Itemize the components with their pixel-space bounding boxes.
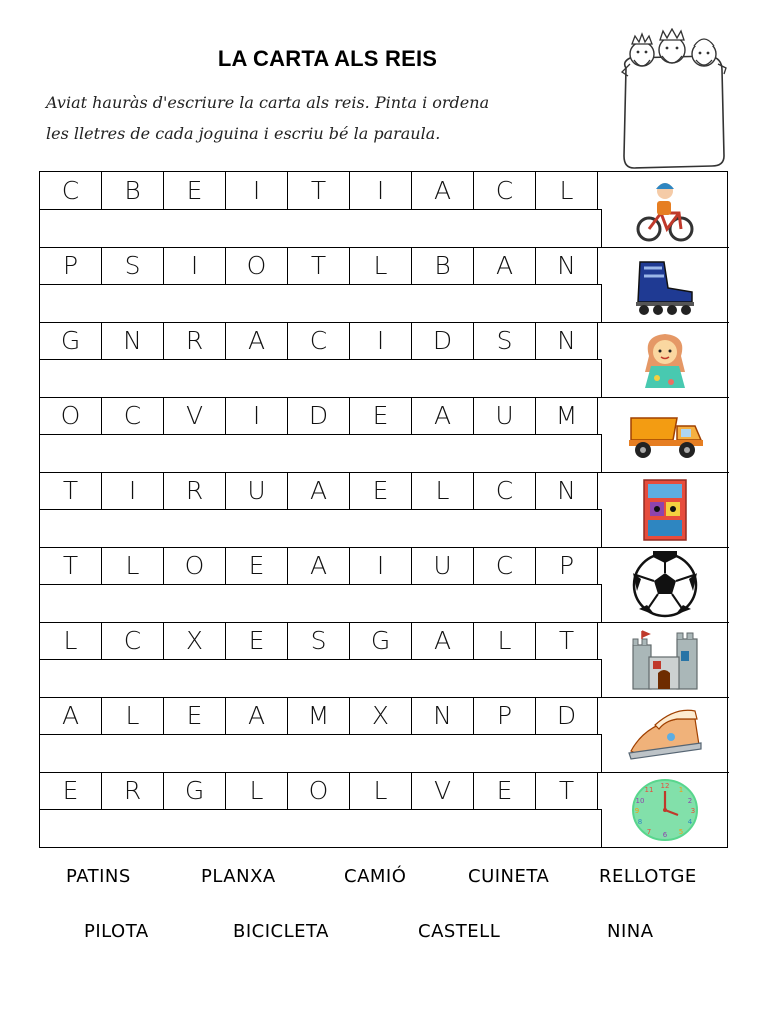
letter-cell[interactable]: N	[536, 247, 598, 284]
letter-cell[interactable]: A	[412, 397, 474, 434]
letter-cell[interactable]: S	[102, 247, 164, 284]
letter-cell[interactable]: A	[474, 247, 536, 284]
letter-cell[interactable]: E	[226, 622, 288, 659]
letter-cell[interactable]: I	[164, 247, 226, 284]
letter-cell[interactable]: G	[164, 772, 226, 809]
letter-cell[interactable]: L	[102, 547, 164, 584]
letter-cell[interactable]: C	[288, 322, 350, 359]
letter-cell[interactable]: I	[226, 397, 288, 434]
svg-text:12: 12	[660, 781, 670, 790]
letter-cell[interactable]: C	[474, 547, 536, 584]
letter-cell[interactable]: U	[474, 397, 536, 434]
grid-row	[40, 472, 728, 547]
letter-cell[interactable]: M	[536, 397, 598, 434]
word-bank-item: BICICLETA	[233, 921, 329, 942]
letter-cells	[40, 772, 598, 809]
letter-cell[interactable]: R	[102, 772, 164, 809]
grid-row	[40, 697, 728, 772]
letter-cells	[40, 472, 598, 509]
letter-cell[interactable]: T	[288, 247, 350, 284]
letter-cell[interactable]: X	[164, 622, 226, 659]
letter-cell[interactable]: V	[412, 772, 474, 809]
answer-box[interactable]	[40, 585, 602, 622]
letter-cell[interactable]: A	[288, 472, 350, 509]
letter-grid	[39, 171, 728, 848]
clock-icon	[602, 772, 728, 847]
letter-cell[interactable]: B	[412, 247, 474, 284]
letter-cell[interactable]: C	[474, 172, 536, 209]
word-bank-item: CUINETA	[468, 866, 550, 887]
answer-box[interactable]	[40, 285, 602, 322]
answer-box[interactable]	[40, 660, 602, 697]
bicycle-icon	[602, 172, 728, 247]
letter-cell[interactable]: E	[350, 397, 412, 434]
letter-cell[interactable]: L	[40, 622, 102, 659]
svg-text:4: 4	[687, 817, 693, 826]
letter-cell[interactable]: A	[40, 697, 102, 734]
answer-box[interactable]	[40, 510, 602, 547]
skates-icon	[602, 247, 728, 322]
letter-cell[interactable]: L	[474, 622, 536, 659]
letter-cell[interactable]: I	[226, 172, 288, 209]
letter-cell[interactable]: U	[226, 472, 288, 509]
svg-text:6: 6	[662, 830, 668, 839]
letter-cell[interactable]: R	[164, 472, 226, 509]
word-bank-item: CASTELL	[418, 921, 501, 942]
letter-cell[interactable]: L	[102, 697, 164, 734]
letter-cell[interactable]: L	[536, 172, 598, 209]
letter-cells	[40, 622, 598, 659]
letter-cell[interactable]: N	[536, 322, 598, 359]
instruction-line-2: les lletres de cada joguina i escriu bé la paraula.	[46, 124, 441, 143]
grid-row	[40, 547, 728, 622]
svg-text:2: 2	[687, 796, 693, 805]
answer-box[interactable]	[40, 810, 602, 847]
letter-cell[interactable]: O	[226, 247, 288, 284]
instruction-line-1: Aviat hauràs d'escriure la carta als reis. Pinta i ordena	[46, 93, 490, 112]
letter-cell[interactable]: A	[412, 172, 474, 209]
word-bank-item: RELLOTGE	[599, 866, 697, 887]
letter-cell[interactable]: A	[226, 697, 288, 734]
letter-cell[interactable]: D	[412, 322, 474, 359]
letter-cell[interactable]: N	[536, 472, 598, 509]
letter-cell[interactable]: T	[536, 622, 598, 659]
castle-icon	[602, 622, 728, 697]
letter-cell[interactable]: I	[350, 172, 412, 209]
svg-text:5: 5	[678, 827, 684, 836]
letter-cell[interactable]: E	[164, 697, 226, 734]
letter-cell[interactable]: T	[536, 772, 598, 809]
letter-cell[interactable]: C	[102, 397, 164, 434]
answer-box[interactable]	[40, 435, 602, 472]
svg-text:8: 8	[637, 817, 643, 826]
letter-cells	[40, 322, 598, 359]
letter-cell[interactable]: C	[102, 622, 164, 659]
svg-text:9: 9	[634, 806, 640, 815]
grid-row	[40, 772, 728, 847]
letter-cells	[40, 247, 598, 284]
letter-cell[interactable]: L	[226, 772, 288, 809]
letter-cell[interactable]: U	[412, 547, 474, 584]
letter-cell[interactable]: T	[40, 547, 102, 584]
letter-cell[interactable]: B	[102, 172, 164, 209]
letter-cells	[40, 697, 598, 734]
letter-cell[interactable]: G	[350, 622, 412, 659]
doll-icon	[602, 322, 728, 397]
svg-text:7: 7	[646, 827, 652, 836]
word-bank-item: NINA	[607, 921, 654, 942]
ball-icon	[602, 547, 728, 622]
letter-cell[interactable]: G	[40, 322, 102, 359]
letter-cell[interactable]: R	[164, 322, 226, 359]
letter-cell[interactable]: A	[226, 322, 288, 359]
answer-box[interactable]	[40, 360, 602, 397]
answer-box[interactable]	[40, 210, 602, 247]
letter-cell[interactable]: I	[350, 322, 412, 359]
svg-text:10: 10	[635, 796, 645, 805]
letter-cell[interactable]: C	[40, 172, 102, 209]
letter-cell[interactable]: P	[536, 547, 598, 584]
letter-cell[interactable]: E	[350, 472, 412, 509]
letter-cell[interactable]: E	[40, 772, 102, 809]
letter-cell[interactable]: O	[288, 772, 350, 809]
letter-cell[interactable]: N	[412, 697, 474, 734]
letter-cell[interactable]: E	[226, 547, 288, 584]
grid-row	[40, 322, 728, 397]
letter-cell[interactable]: M	[288, 697, 350, 734]
letter-cell[interactable]: D	[288, 397, 350, 434]
letter-cells	[40, 172, 598, 209]
word-bank-item: PLANXA	[201, 866, 276, 887]
letter-cell[interactable]: X	[350, 697, 412, 734]
svg-text:11: 11	[644, 785, 654, 794]
letter-cell[interactable]: I	[350, 547, 412, 584]
letter-cell[interactable]: A	[412, 622, 474, 659]
letter-cell[interactable]: L	[350, 247, 412, 284]
letter-cell[interactable]: E	[164, 172, 226, 209]
iron-icon	[602, 697, 728, 772]
svg-text:1: 1	[678, 785, 684, 794]
letter-cell[interactable]: T	[40, 472, 102, 509]
letter-cell[interactable]: L	[350, 772, 412, 809]
grid-row	[40, 397, 728, 472]
letter-cell[interactable]: D	[536, 697, 598, 734]
letter-cell[interactable]: I	[102, 472, 164, 509]
word-bank-item: PATINS	[66, 866, 131, 887]
letter-cell[interactable]: O	[164, 547, 226, 584]
letter-cell[interactable]: N	[102, 322, 164, 359]
letter-cell[interactable]: O	[40, 397, 102, 434]
truck-icon	[602, 397, 728, 472]
letter-cell[interactable]: C	[474, 472, 536, 509]
kitchen-icon	[602, 472, 728, 547]
word-bank-item: PILOTA	[84, 921, 149, 942]
letter-cell[interactable]: V	[164, 397, 226, 434]
svg-text:3: 3	[690, 806, 696, 815]
letter-cells	[40, 547, 598, 584]
letter-cell[interactable]: L	[412, 472, 474, 509]
letter-cell[interactable]: A	[288, 547, 350, 584]
letter-cells	[40, 397, 598, 434]
letter-cell[interactable]: T	[288, 172, 350, 209]
letter-cell[interactable]: S	[474, 322, 536, 359]
three-kings-frame-icon	[600, 28, 732, 170]
grid-row	[40, 622, 728, 697]
word-bank-item: CAMIÓ	[344, 866, 407, 887]
letter-cell[interactable]: S	[288, 622, 350, 659]
grid-row	[40, 172, 728, 247]
letter-cell[interactable]: P	[474, 697, 536, 734]
page-title: LA CARTA ALS REIS	[217, 46, 438, 71]
answer-box[interactable]	[40, 735, 602, 772]
grid-row	[40, 247, 728, 322]
letter-cell[interactable]: E	[474, 772, 536, 809]
letter-cell[interactable]: P	[40, 247, 102, 284]
